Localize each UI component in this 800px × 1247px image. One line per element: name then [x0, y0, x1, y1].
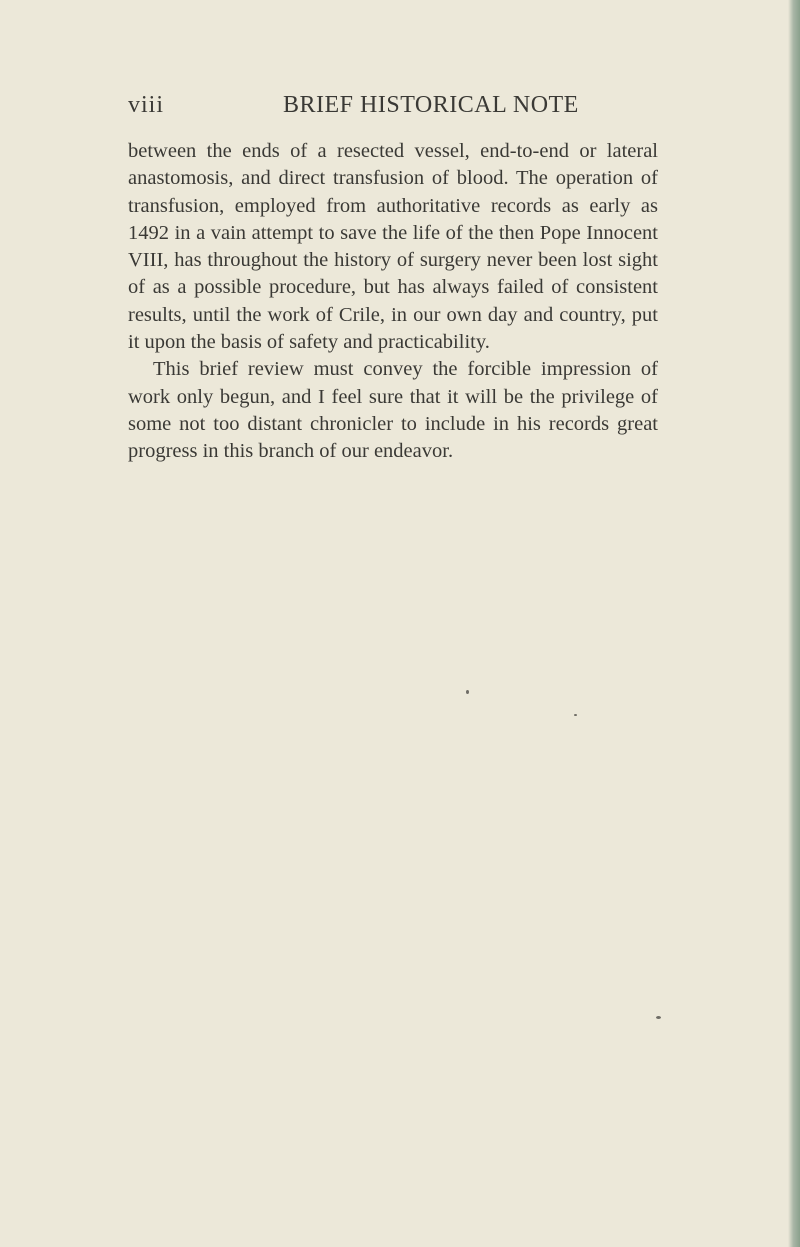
paper-speck — [656, 1016, 661, 1019]
paragraph-1: between the ends of a resected vessel, end-to-end or lateral anastomosis, and direct transfusion of blood. The operation of transfusion, employed from authoritative records as early as 1492 in a vain attempt to save the life of the then Pope Innocent VIII, has throughout the history of surgery never been lost sight of as a possible procedure, but has always failed of consistent results, until the work of Crile, in our own day and country, put it upon the basis of safety and practicability. — [128, 140, 658, 354]
paragraph-2: This brief review must convey the forcible impression of work only begun, and I feel sure that it will be the privilege of some not too distant chronicler to include in his records great progress in this branch of our endeavor. — [128, 358, 658, 463]
paper-speck — [574, 714, 577, 716]
page-edge-shadow — [788, 0, 800, 1247]
running-title: BRIEF HISTORICAL NOTE — [283, 92, 579, 118]
page-number: viii — [128, 92, 165, 118]
paper-speck — [466, 690, 469, 694]
running-head — [128, 92, 658, 122]
body-text — [128, 138, 658, 466]
